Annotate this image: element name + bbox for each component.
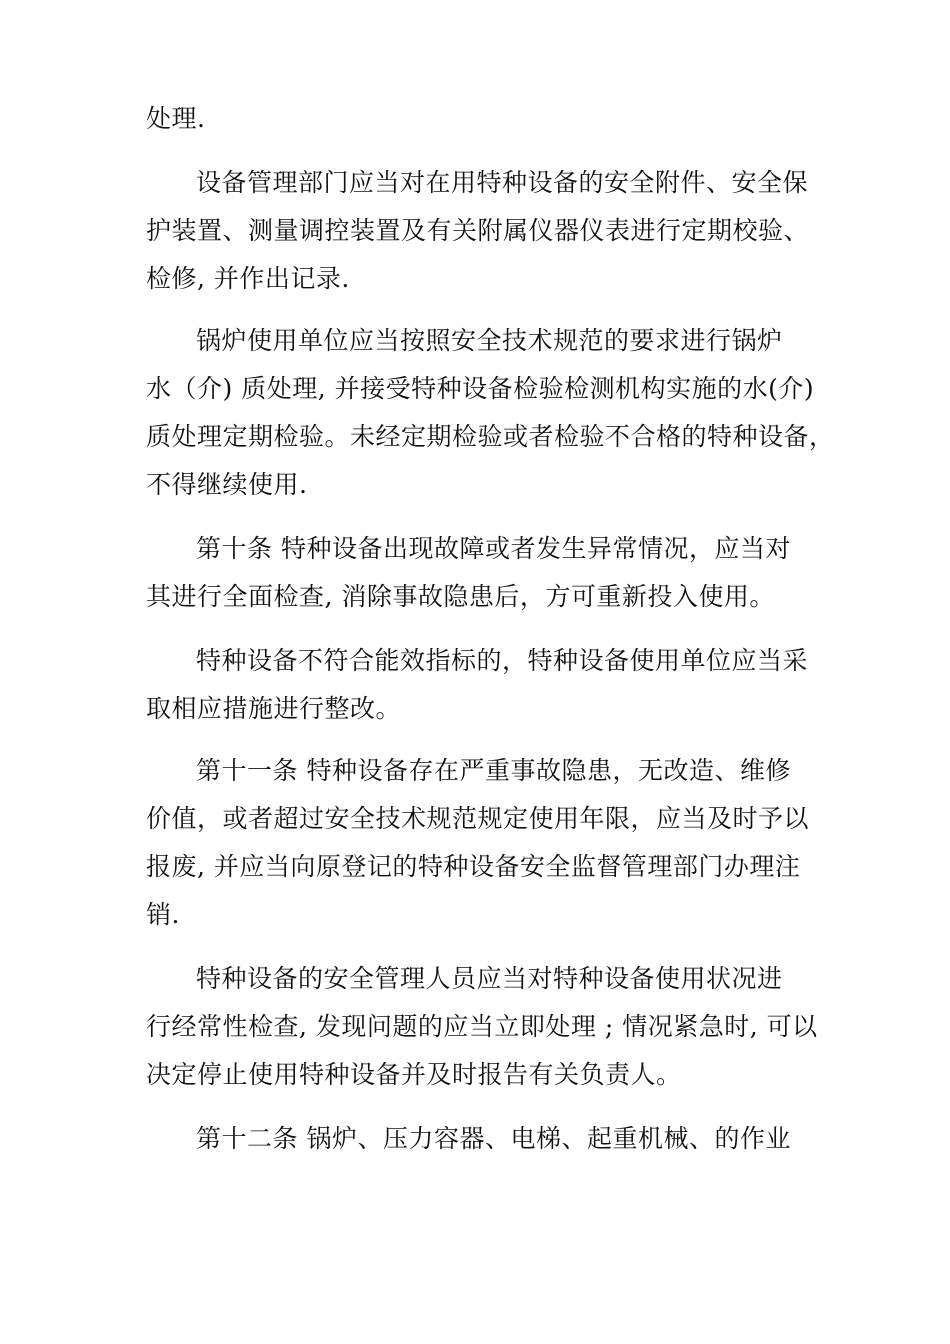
paragraph-first-line: 特种设备的安全管理人员应当对特种设备使用状况进 [196, 964, 783, 993]
text-line: 处理. [146, 104, 206, 133]
paragraph-first-line: 设备管理部门应当对在用特种设备的安全附件、安全保 [196, 168, 809, 197]
text-line: 不得继续使用. [146, 470, 308, 499]
paragraph-first-line: 特种设备不符合能效指标的，特种设备使用单位应当采 [196, 646, 809, 675]
text-line: 取相应措施进行整改。 [146, 694, 402, 723]
text-line: 销. [146, 900, 180, 929]
article-eleven-heading-line: 第十一条 特种设备存在严重事故隐患，无改造、维修 [196, 756, 791, 785]
text-line: 报废, 并应当向原登记的特种设备安全监督管理部门办理注 [146, 852, 801, 881]
text-line: 价值，或者超过安全技术规范规定使用年限，应当及时予以 [146, 804, 810, 833]
text-line: 其进行全面检查, 消除事故隐患后，方可重新投入使用。 [146, 582, 775, 611]
text-line: 水（介) 质处理, 并接受特种设备检验检测机构实施的水(介) [146, 374, 815, 403]
text-line: 决定停止使用特种设备并及时报告有关负责人。 [146, 1060, 682, 1089]
article-twelve-heading-line: 第十二条 锅炉、压力容器、电梯、起重机械、的作业 [196, 1124, 791, 1153]
text-line: 质处理定期检验。未经定期检验或者检验不合格的特种设备， [146, 422, 835, 451]
text-line: 护装置、测量调控装置及有关附属仪器仪表进行定期校验、 [146, 216, 810, 245]
text-line: 检修, 并作出记录. [146, 264, 350, 293]
paragraph-first-line: 锅炉使用单位应当按照安全技术规范的要求进行锅炉 [196, 326, 783, 355]
text-line: 行经常性检查, 发现问题的应当立即处理 ; 情况紧急时, 可以 [146, 1012, 818, 1041]
article-ten-heading-line: 第十条 特种设备出现故障或者发生异常情况，应当对 [196, 534, 791, 563]
